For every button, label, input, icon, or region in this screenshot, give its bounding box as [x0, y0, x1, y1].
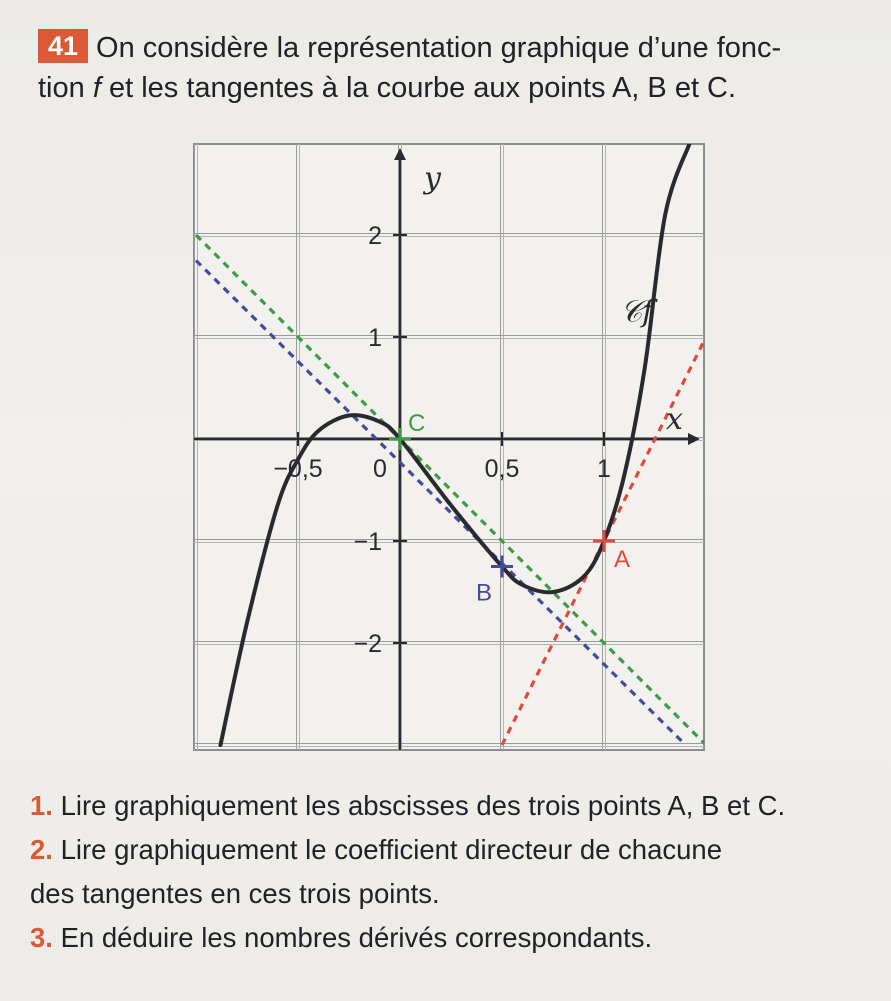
statement-line-1: On considère la représentation graphique d’une fonc- [96, 32, 782, 64]
question-text: En déduire les nombres dérivés correspondants. [52, 922, 653, 953]
curve-label: 𝒞f [620, 294, 654, 330]
x-axis-label: x [666, 402, 683, 437]
x-tick-label: 1 [597, 455, 611, 483]
question-number: 3. [30, 922, 53, 953]
y-tick-label: −2 [353, 630, 382, 658]
question-1 [30, 784, 870, 828]
x-tick-label: −0,5 [273, 455, 323, 483]
y-tick-label: 1 [368, 324, 382, 352]
plot-area [194, 144, 704, 750]
function-name: f [92, 72, 101, 104]
question-number: 2. [30, 834, 53, 865]
question-text: des tangentes en ces trois points. [30, 878, 440, 909]
point-B-label: B [476, 579, 493, 607]
question-3 [30, 916, 870, 960]
point-C-label: C [408, 410, 426, 437]
x-tick-label: 0 [373, 455, 387, 483]
questions [30, 784, 870, 960]
grid [194, 144, 704, 750]
question-number: 1. [30, 790, 53, 821]
y-tick-label: −1 [353, 528, 382, 556]
y-axis-label: y [424, 161, 441, 196]
statement-line-2b: et les tangentes à la courbe aux points A, B et C. [100, 72, 737, 104]
x-tick-label: 0,5 [484, 455, 520, 483]
question-2-continued [30, 872, 870, 916]
question-2 [30, 828, 870, 872]
point-A-label: A [614, 546, 631, 573]
question-text: Lire graphiquement les abscisses des trois points A, B et C. [52, 790, 786, 821]
statement-line-2a: tion [38, 72, 93, 104]
y-tick-label: 2 [368, 222, 382, 250]
exercise-statement [38, 28, 868, 108]
exercise-number: 41 [38, 29, 88, 63]
question-text: Lire graphiquement le coefficient directeur de chacune [52, 834, 723, 865]
function-graph [186, 134, 716, 764]
